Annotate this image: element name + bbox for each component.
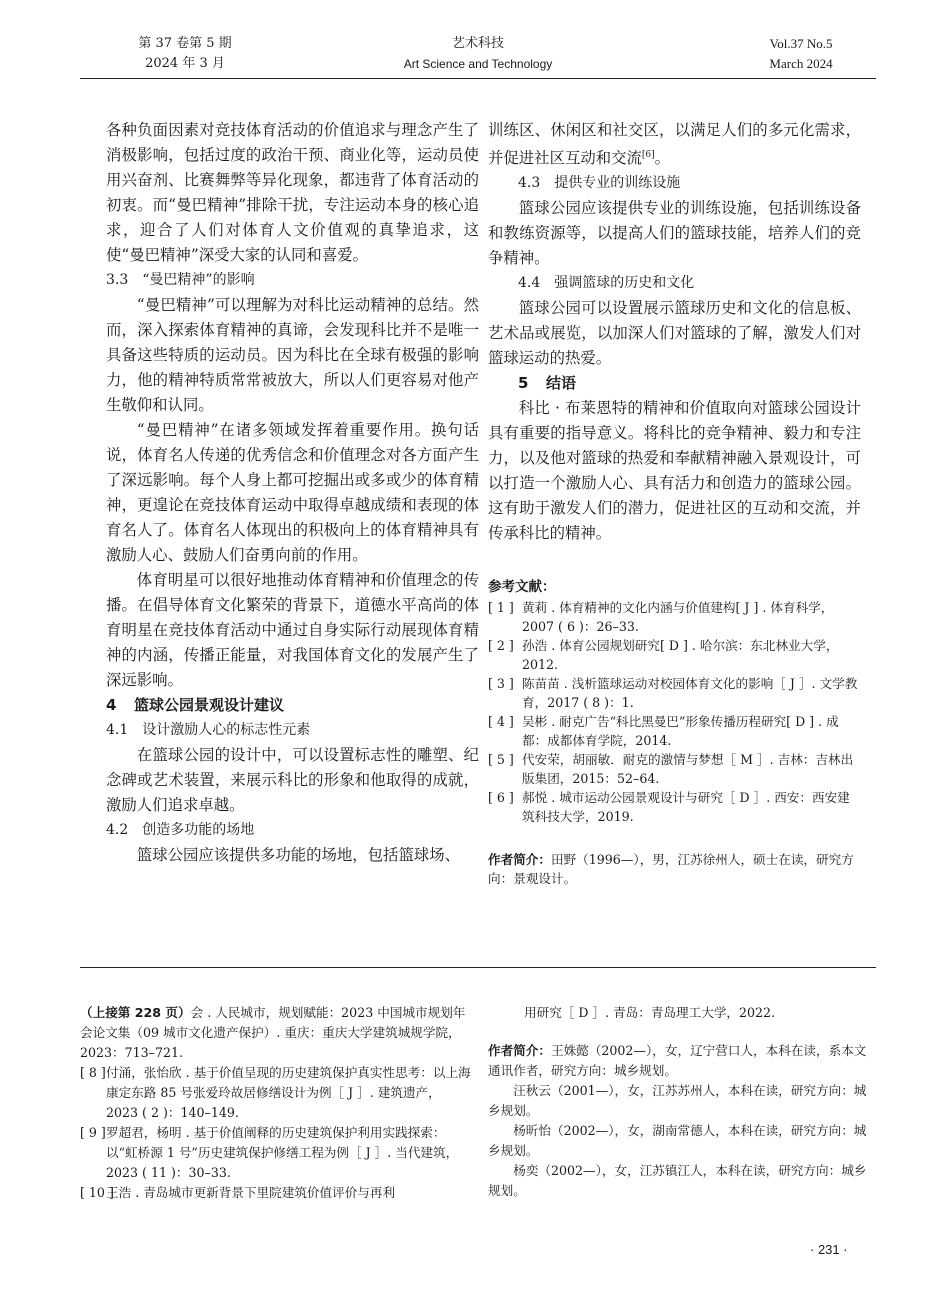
reference-number: [ 1 ] bbox=[488, 600, 514, 616]
references-list bbox=[488, 598, 861, 826]
author-bio: 杨奕（2002—），女，江苏镇江人，本科在读，研究方向：城乡规划。 bbox=[488, 1163, 867, 1198]
paragraph: 篮球公园应该提供专业的训练设施，包括训练设备和教练资源等，以提高人们的篮球技能，培养人们的竞争精神。 bbox=[488, 199, 861, 268]
reference-item bbox=[80, 1183, 472, 1203]
paragraph: 各种负面因素对竞技体育活动的价值追求与理念产生了消极影响，包括过度的政治干预、商业化等，运动员使用兴奋剂、比赛舞弊等异化现象，都违背了体育活动的初衷。而“曼巴精神”排除干扰，专注运动本身的核心追求，迎合了人们对体育人文价值观的真挚追求，这使“曼巴精神”深受大家的认同和喜爱。 bbox=[106, 121, 479, 264]
bottom-right-column bbox=[488, 1003, 878, 1201]
continued-reference: （上接第 228 页）会 . 人民城市，规划赋能：2023 中国城市规划年会论文集（09 城市文化遗产保护）. 重庆：重庆大学建筑城规学院，2023：713–721. bbox=[80, 1005, 466, 1060]
volume-info: Vol.37 No.5 March 2024 bbox=[769, 36, 833, 71]
continued-reference-end: 用研究［ D ］. 青岛：青岛理工大学，2022. bbox=[524, 1005, 776, 1020]
section-heading-3-3: 3.3 “曼巴精神”的影响 bbox=[106, 272, 255, 288]
paragraph: 训练区、休闲区和社交区，以满足人们的多元化需求，并促进社区互动和交流[6]。 bbox=[488, 121, 861, 168]
bottom-references-list bbox=[80, 1063, 472, 1203]
paragraph: 在篮球公园的设计中，可以设置标志性的雕塑、纪念碑或艺术装置，来展示科比的形象和他取得的成就，激励人们追求卓越。 bbox=[106, 746, 479, 814]
reference-item bbox=[488, 712, 861, 750]
author-bio: 作者简介：王姝懿（2002—），女，辽宁营口人，本科在读，系本文通讯作者，研究方向：城乡规划。 bbox=[488, 1043, 867, 1078]
paragraph: 体育明星可以很好地推动体育精神和价值理念的传播。在倡导体育文化繁荣的背景下，道德水平高尚的体育明星在竞技体育活动中通过自身实际行动展现体育精神的内涵，传播正能量，对我国体育文化的发展产生了深远影响。 bbox=[106, 571, 479, 689]
reference-item bbox=[488, 674, 861, 712]
reference-text: 陈苗苗 . 浅析篮球运动对校园体育文化的影响［ J ］. 文学教育，2017 ( 8 )：1. bbox=[522, 676, 858, 711]
reference-number: [ 10 ] bbox=[80, 1185, 114, 1200]
reference-text: 孙浩 . 体育公园规划研究[ D ] . 哈尔滨：东北林业大学，2012. bbox=[522, 638, 839, 673]
reference-text: 郝悦 . 城市运动公园景观设计与研究［ D ］. 西安：西安建筑科技大学，2019. bbox=[522, 790, 850, 825]
paragraph: 科比 · 布莱恩特的精神和价值取向对篮球公园设计具有重要的指导意义。将科比的竞争精神、毅力和专注力，以及他对篮球的热爱和奉献精神融入景观设计，可以打造一个激励人心、具有活力和创造力的篮球公园。这有助于激发人们的潜力，促进社区的互动和交流，并传承科比的精神。 bbox=[488, 399, 861, 543]
section-heading-4-2: 4.2 创造多功能的场地 bbox=[106, 822, 255, 838]
page-number: · 231 · bbox=[810, 1242, 848, 1257]
author-bio: 汪秋云（2001—），女，江苏苏州人，本科在读，研究方向：城乡规划。 bbox=[488, 1083, 867, 1118]
reference-item bbox=[488, 598, 861, 636]
right-column bbox=[488, 118, 861, 888]
paragraph: 篮球公园应该提供多功能的场地，包括篮球场、 bbox=[136, 846, 461, 864]
section-heading-4-1: 4.1 设计激励人心的标志性元素 bbox=[106, 722, 311, 738]
bottom-left-column bbox=[80, 1003, 472, 1203]
reference-number: [ 5 ] bbox=[488, 752, 514, 768]
reference-item bbox=[80, 1123, 472, 1183]
reference-text: 王浩 . 青岛城市更新背景下里院建筑价值评价与再利 bbox=[106, 1185, 396, 1200]
reference-number: [ 9 ] bbox=[80, 1125, 106, 1140]
journal-header bbox=[80, 34, 876, 79]
left-column bbox=[106, 118, 479, 868]
reference-text: 付涌，张怡欣 . 基于价值呈现的历史建筑保护真实性思考：以上海康定东路 85 号张爱玲故居修缮设计为例［ J ］. 建筑遗产，2023 ( 2 )：140–149. bbox=[106, 1065, 471, 1120]
section-heading-4-3: 4.3 提供专业的训练设施 bbox=[518, 175, 681, 192]
reference-text: 吴彬 . 耐克广告“科比黑曼巴”形象传播历程研究[ D ] . 成都：成都体育学院，2014. bbox=[522, 714, 839, 749]
reference-text: 罗超君，杨明 . 基于价值阐释的历史建筑保护利用实践探索：以“虹桥源 1 号”历史建筑保护修缮工程为例［ J ］. 当代建筑，2023 ( 11 )：30–33. bbox=[106, 1125, 459, 1180]
section-heading-4: 4 篮球公园景观设计建议 bbox=[106, 696, 285, 714]
reference-number: [ 3 ] bbox=[488, 676, 514, 692]
issue-info: 第 37 卷第 5 期 2024 年 3 月 bbox=[138, 36, 232, 71]
paragraph: “曼巴精神”可以理解为对科比运动精神的总结。然而，深入探索体育精神的真谛，会发现科比并不是唯一具备这些特质的运动员。因为科比在全球有极强的影响力，他的精神特质常常被放大，所以人们更容易对他产生敬仰和认同。 bbox=[106, 296, 479, 414]
author-bio: 作者简介：田野（1996—），男，江苏徐州人，硕士在读，研究方向：景观设计。 bbox=[488, 852, 854, 887]
reference-text: 代安荣，胡丽敏．耐克的激情与梦想［ M ］. 吉林：吉林出版集团，2015：52–64. bbox=[522, 752, 854, 787]
reference-number: [ 8 ] bbox=[80, 1065, 106, 1080]
references-title: 参考文献： bbox=[488, 579, 556, 596]
reference-item bbox=[488, 636, 861, 674]
journal-title: 艺术科技 Art Science and Technology bbox=[403, 36, 553, 71]
section-heading-4-4: 4.4 强调篮球的历史和文化 bbox=[518, 275, 695, 292]
reference-number: [ 4 ] bbox=[488, 714, 514, 730]
reference-text: 黄莉 . 体育精神的文化内涵与价值建构[ J ] . 体育科学，2007 ( 6 )：26–33. bbox=[522, 600, 834, 635]
paragraph: “曼巴精神”在诸多领域发挥着重要作用。换句话说，体育名人传递的优秀信念和价值理念对各方面产生了深远影响。每个人身上都可挖掘出或多或少的体育精神，更遑论在竞技体育运动中取得卓越成绩和表现的体育名人了。体育名人体现出的积极向上的体育精神具有激励人心、鼓励人们奋勇向前的作用。 bbox=[106, 421, 479, 564]
reference-number: [ 2 ] bbox=[488, 638, 514, 654]
reference-number: [ 6 ] bbox=[488, 790, 514, 806]
reference-item bbox=[80, 1063, 472, 1123]
section-heading-5: 5 结语 bbox=[518, 374, 577, 393]
section-divider bbox=[80, 967, 876, 968]
reference-item bbox=[488, 750, 861, 788]
author-bio: 杨昕怡（2002—），女，湖南常德人，本科在读，研究方向：城乡规划。 bbox=[488, 1123, 867, 1158]
reference-item bbox=[488, 788, 861, 826]
paragraph: 篮球公园可以设置展示篮球历史和文化的信息板、艺术品或展览，以加深人们对篮球的了解，激发人们对篮球运动的热爱。 bbox=[488, 299, 861, 368]
